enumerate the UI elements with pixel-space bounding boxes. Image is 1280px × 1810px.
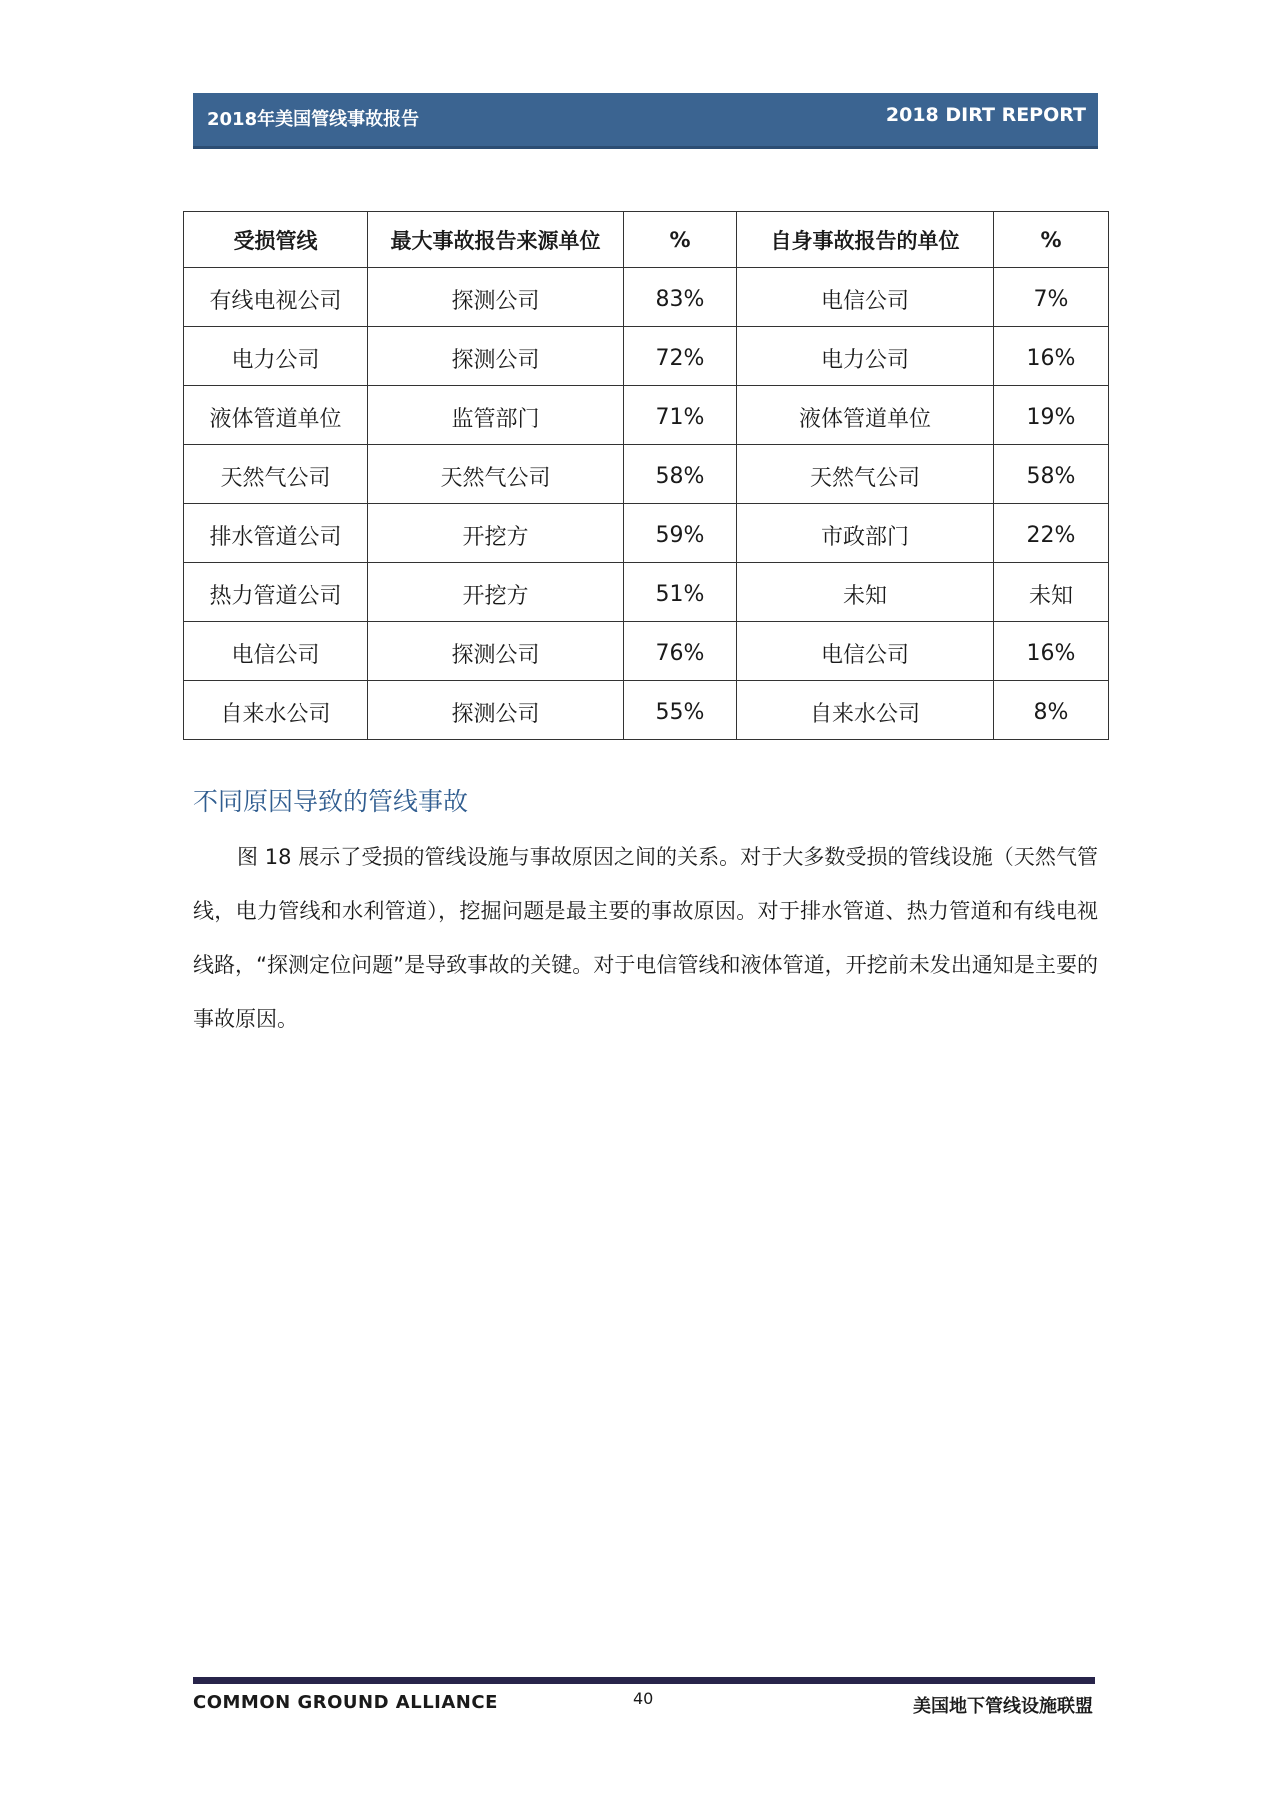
table-cell: 探测公司	[368, 327, 624, 386]
table-cell: 天然气公司	[368, 445, 624, 504]
table-cell: 开挖方	[368, 504, 624, 563]
table-cell: 7%	[994, 268, 1109, 327]
table-row	[184, 327, 1109, 386]
table-cell: 未知	[737, 563, 994, 622]
table-row	[184, 622, 1109, 681]
table-cell: 电力公司	[737, 327, 994, 386]
page-number: 40	[633, 1689, 654, 1708]
table-cell: 天然气公司	[184, 445, 368, 504]
table-cell: 22%	[994, 504, 1109, 563]
table-row	[184, 563, 1109, 622]
header-cell-self-report: 自身事故报告的单位	[737, 212, 994, 268]
table-row	[184, 504, 1109, 563]
table-cell: 16%	[994, 327, 1109, 386]
table-cell: 55%	[624, 681, 737, 740]
table-cell: 探测公司	[368, 268, 624, 327]
table-cell: 83%	[624, 268, 737, 327]
table-cell: 58%	[994, 445, 1109, 504]
damage-report-source-table	[183, 211, 1109, 740]
table-cell: 16%	[994, 622, 1109, 681]
table-cell: 排水管道公司	[184, 504, 368, 563]
header-cell-top-source: 最大事故报告来源单位	[368, 212, 624, 268]
table-row	[184, 386, 1109, 445]
table-cell: 探测公司	[368, 622, 624, 681]
table-cell: 液体管道单位	[184, 386, 368, 445]
section-heading: 不同原因导致的管线事故	[193, 787, 469, 816]
header-cell-damaged-facility: 受损管线	[184, 212, 368, 268]
table-cell: 有线电视公司	[184, 268, 368, 327]
table-cell: 71%	[624, 386, 737, 445]
table-cell: 电信公司	[184, 622, 368, 681]
table-row	[184, 445, 1109, 504]
header-cell-top-source-percent: %	[624, 212, 737, 268]
table-cell: 76%	[624, 622, 737, 681]
table-cell: 未知	[994, 563, 1109, 622]
table-cell: 自来水公司	[737, 681, 994, 740]
table-cell: 8%	[994, 681, 1109, 740]
table-header-row	[184, 212, 1109, 268]
table-cell: 液体管道单位	[737, 386, 994, 445]
table-cell: 72%	[624, 327, 737, 386]
table-cell: 58%	[624, 445, 737, 504]
footer-org-name: COMMON GROUND ALLIANCE	[193, 1692, 498, 1713]
table-cell: 市政部门	[737, 504, 994, 563]
table-cell: 19%	[994, 386, 1109, 445]
table-cell: 电信公司	[737, 268, 994, 327]
body-paragraph: 图 18 展示了受损的管线设施与事故原因之间的关系。对于大多数受损的管线设施（天然气管线，电力管线和水利管道），挖掘问题是最主要的事故原因。对于排水管道、热力管道和有线电视线路，“探测定位问题”是导致事故的关键。对于电信管线和液体管道，开挖前未发出通知是主要的事故原因。	[193, 845, 1098, 1031]
table-cell: 电信公司	[737, 622, 994, 681]
table-cell: 59%	[624, 504, 737, 563]
table-cell: 热力管道公司	[184, 563, 368, 622]
table-cell: 探测公司	[368, 681, 624, 740]
header-title-cn: 2018年美国管线事故报告	[207, 109, 420, 130]
table-cell: 开挖方	[368, 563, 624, 622]
header-title-en: 2018 DIRT REPORT	[885, 104, 1086, 126]
table-cell: 天然气公司	[737, 445, 994, 504]
table-row	[184, 681, 1109, 740]
header-cell-self-report-percent: %	[994, 212, 1109, 268]
table-cell: 51%	[624, 563, 737, 622]
table-cell: 自来水公司	[184, 681, 368, 740]
page-header	[193, 93, 1098, 149]
footer-divider	[193, 1677, 1095, 1684]
table-cell: 监管部门	[368, 386, 624, 445]
table-row	[184, 268, 1109, 327]
table-cell: 电力公司	[184, 327, 368, 386]
footer-org-name-cn: 美国地下管线设施联盟	[913, 1696, 1093, 1717]
